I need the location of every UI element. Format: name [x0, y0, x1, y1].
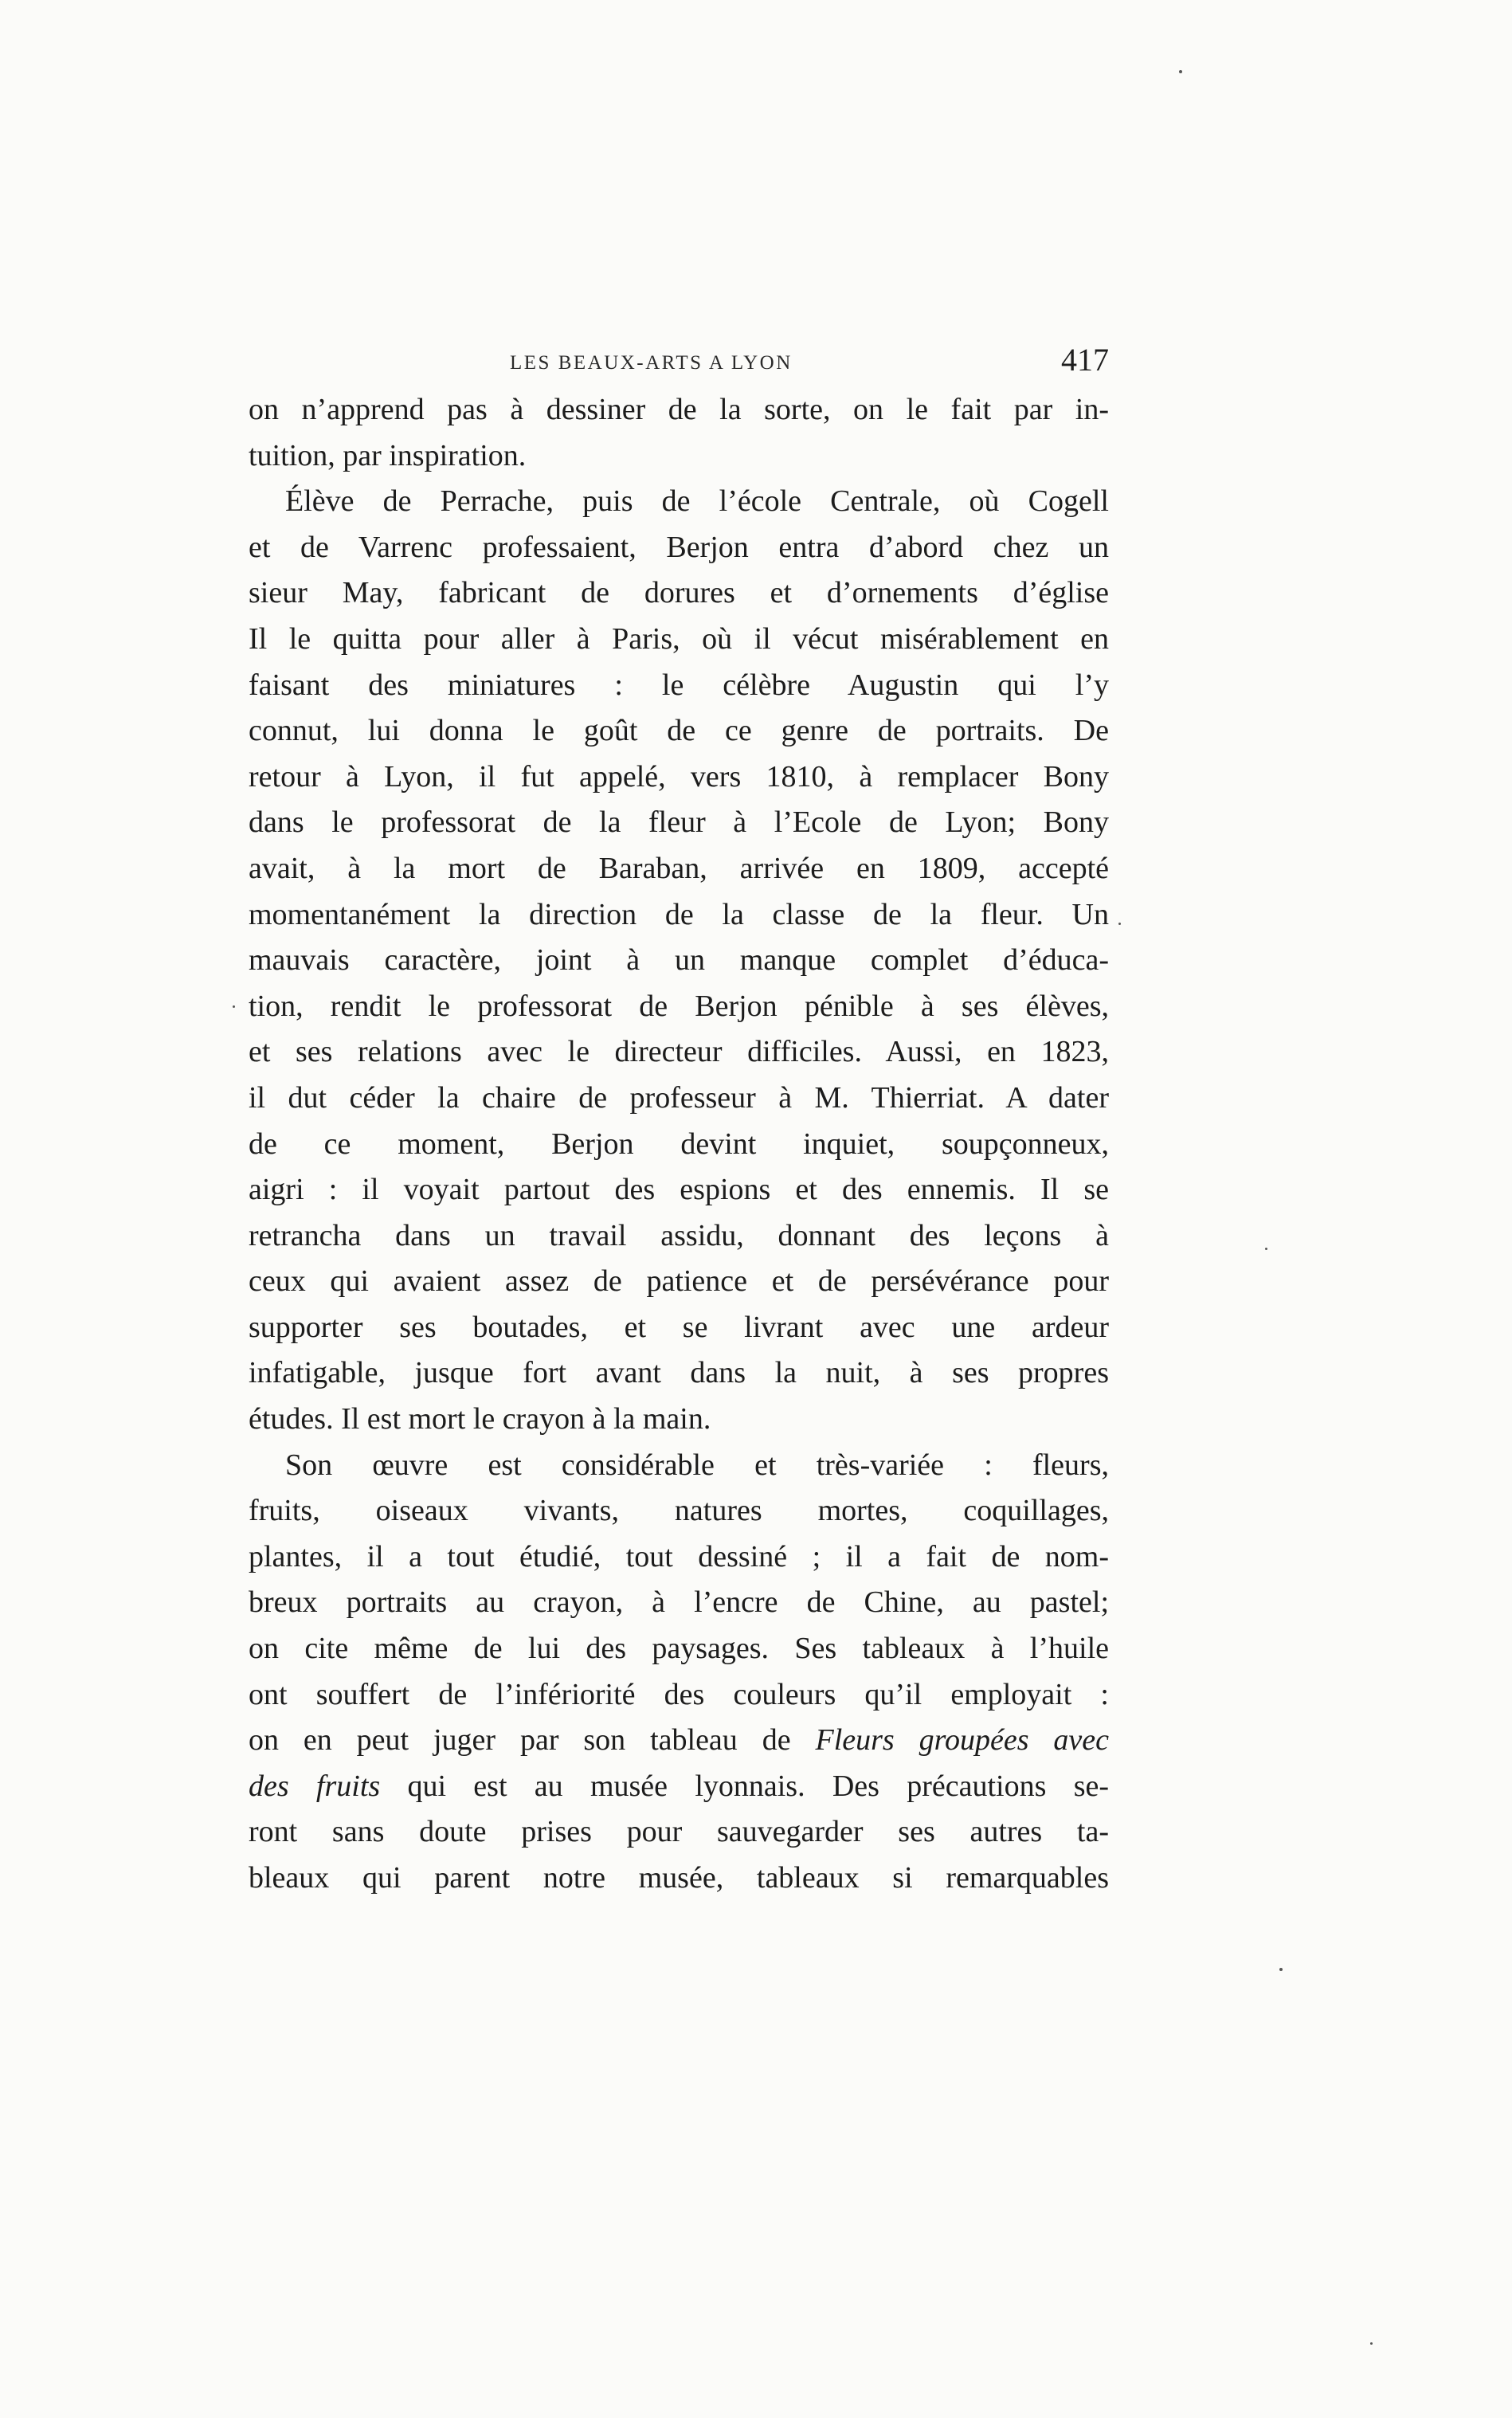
paper-speck [1179, 70, 1182, 73]
text-line: il dut céder la chaire de professeur à M. Thierriat. A dater [249, 1080, 1109, 1115]
text-line: avait, à la mort de Baraban, arrivée en 1809, accepté [249, 851, 1109, 885]
text-line: ont souffert de l’infériorité des couleurs qu’il employait : [249, 1677, 1109, 1711]
paper-speck [1118, 923, 1121, 925]
text-line-with-italic [249, 1764, 1109, 1810]
text-line: Il le quitta pour aller à Paris, où il vécut misérablement en [249, 621, 1109, 656]
paper-speck [1265, 1248, 1267, 1250]
text-line: connut, lui donna le goût de ce genre de portraits. De [249, 714, 1109, 748]
text-line-with-italic [249, 1718, 1109, 1764]
text-line: breux portraits au crayon, à l’encre de Chine, au pastel; [249, 1585, 1109, 1620]
artwork-title-part-2: des fruits [249, 1769, 381, 1803]
running-title: LES BEAUX-ARTS A LYON [510, 352, 793, 374]
text-line: de ce moment, Berjon devint inquiet, soupçonneux, [249, 1127, 1109, 1161]
artwork-title-part-1: Fleurs groupées avec [815, 1723, 1109, 1758]
text-line: dans le professorat de la fleur à l’Ecole de Lyon; Bony [249, 805, 1109, 840]
text-line: retrancha dans un travail assidu, donnant des leçons à [249, 1218, 1109, 1252]
paper-speck [233, 1005, 235, 1008]
text-line: infatigable, jusque fort avant dans la nuit, à ses propres [249, 1356, 1109, 1390]
text-line: sieur May, fabricant de dorures et d’ornements d’église [249, 576, 1109, 610]
text-line: mauvais caractère, joint à un manque complet d’éduca- [249, 943, 1109, 978]
line-prefix: on en peut juger par son tableau de [249, 1723, 816, 1758]
paragraph-start-line: Son œuvre est considérable et très-variée : fleurs, [285, 1448, 1109, 1482]
text-line: momentanément la direction de la classe de la fleur. Un [249, 897, 1109, 931]
running-head [249, 341, 1109, 381]
text-line: supporter ses boutades, et se livrant avec une ardeur [249, 1310, 1109, 1344]
page-number: 417 [1061, 342, 1109, 378]
text-line: ceux qui avaient assez de patience et de persévérance pour [249, 1264, 1109, 1299]
paragraph-start-line: Élève de Perrache, puis de l’école Centrale, où Cogell [285, 484, 1109, 519]
text-line: retour à Lyon, il fut appelé, vers 1810, à remplacer Bony [249, 759, 1109, 794]
text-line: on n’apprend pas à dessiner de la sorte, on le fait par in- [249, 393, 1109, 426]
text-line: faisant des miniatures : le célèbre Augustin qui l’y [249, 668, 1109, 702]
text-line: tion, rendit le professorat de Berjon pénible à ses élèves, [249, 989, 1109, 1023]
text-line: études. Il est mort le crayon à la main. [249, 1402, 711, 1436]
text-line: plantes, il a tout étudié, tout dessiné ; il a fait de nom- [249, 1539, 1109, 1573]
text-line: ront sans doute prises pour sauvegarder ses autres ta- [249, 1815, 1109, 1849]
text-line: aigri : il voyait partout des espions et des ennemis. Il se [249, 1173, 1109, 1207]
text-line: fruits, oiseaux vivants, natures mortes, coquillages, [249, 1494, 1109, 1528]
body-text [249, 387, 1109, 1902]
text-line: bleaux qui parent notre musée, tableaux si remarquables [249, 1861, 1109, 1895]
text-line: tuition, par inspiration. [249, 438, 527, 472]
line-suffix: qui est au musée lyonnais. Des précautions se- [380, 1769, 1109, 1803]
paper-speck [1370, 2342, 1373, 2345]
text-line: et ses relations avec le directeur difficiles. Aussi, en 1823, [249, 1035, 1109, 1069]
text-line: et de Varrenc professaient, Berjon entra d’abord chez un [249, 530, 1109, 564]
text-line: on cite même de lui des paysages. Ses tableaux à l’huile [249, 1632, 1109, 1666]
paper-speck [1279, 1968, 1283, 1971]
